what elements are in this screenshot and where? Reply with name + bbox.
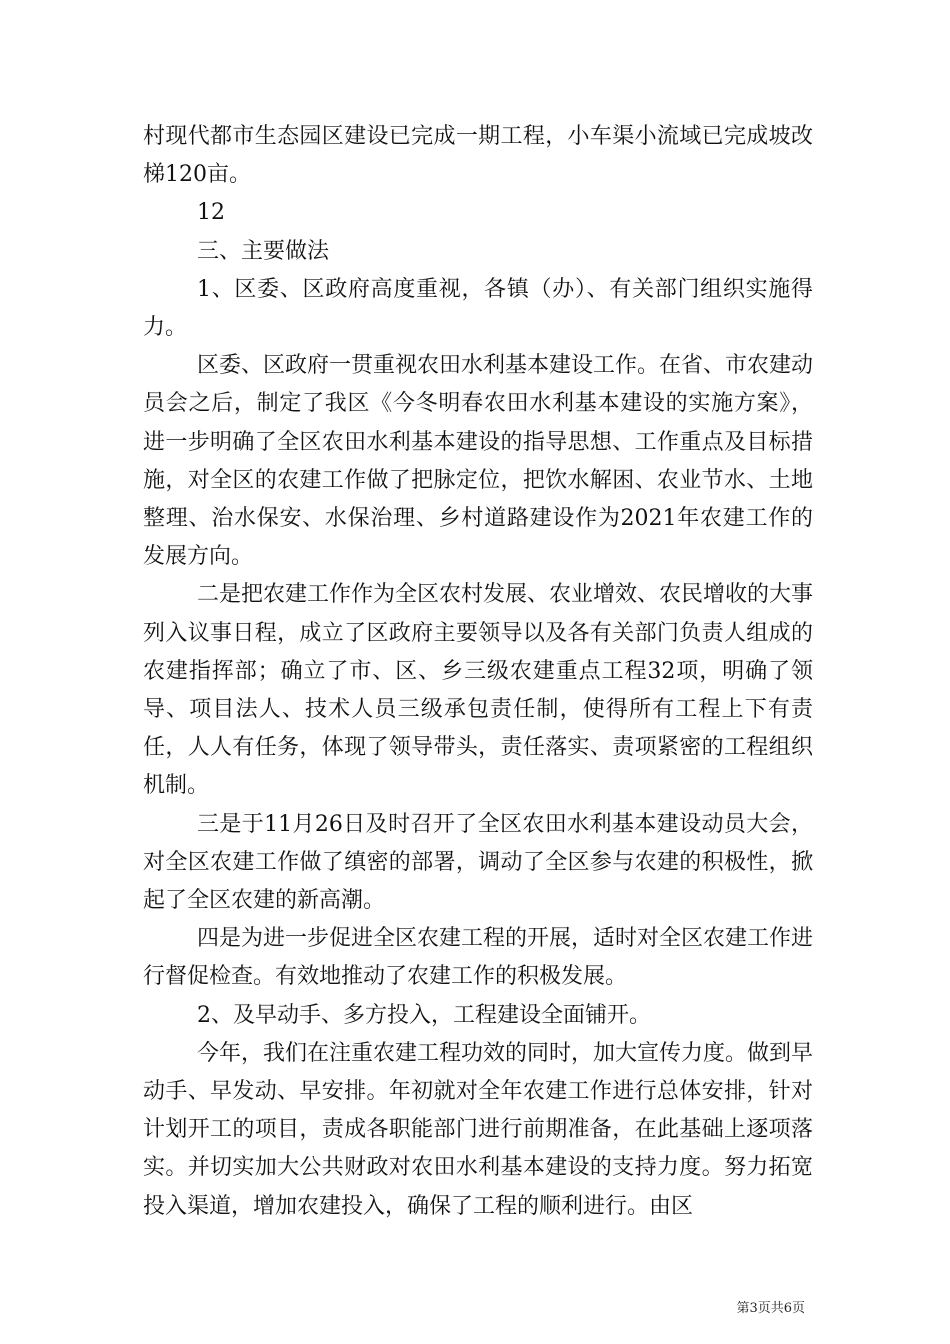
page-number-footer: 第3页共6页 (736, 1301, 805, 1316)
subsection-heading: 1、区委、区政府高度重视，各镇（办）、有关部门组织实施得力。 (143, 276, 813, 341)
paragraph: 12 (197, 200, 225, 226)
paragraph: 四是为进一步促进全区农建工程的开展，适时对全区农建工作进行督促检查。有效地推动了农建工作的积极发展。 (143, 926, 814, 990)
paragraph: 区委、区政府一贯重视农田水利基本建设工作。在省、市农建动员会之后，制定了我区《今冬明春农田水利基本建设的实施方案》，进一步明确了全区农田水利基本建设的指导思想、工作重点及目标措施，对全区的农建工作做了把脉定位，把饮水解困、农业节水、土地整理、治水保安、水保治理、乡村道路建设作为2021年农建工作的发展方向。 (143, 353, 814, 570)
paragraph: 今年，我们在注重农建工程功效的同时，加大宣传力度。做到早动手、早发动、早安排。年初就对全年农建工作进行总体安排，针对计划开工的项目，责成各职能部门进行前期准备，在此基础上逐项落实。并切实加大公共财政对农田水利基本建设的支持力度。努力拓宽投入渠道，增加农建投入，确保了工程的顺利进行。由区 (143, 1040, 814, 1219)
section-heading: 三、主要做法 (197, 238, 330, 264)
subsection-heading: 2、及早动手、多方投入，工程建设全面铺开。 (197, 1002, 651, 1028)
paragraph: 二是把农建工作作为全区农村发展、农业增效、农民增收的大事列入议事日程，成立了区政府主要领导以及各有关部门负责人组成的农建指挥部；确立了市、区、乡三级农建重点工程32项，明确了领导、项目法人、技术人员三级承包责任制，使得所有工程上下有责任，人人有任务，体现了领导带头，责任落实、责项紧密的工程组织机制。 (143, 582, 814, 799)
document-body (143, 118, 813, 1226)
paragraph: 三是于11月26日及时召开了全区农田水利基本建设动员大会，对全区农建工作做了缜密的部署，调动了全区参与农建的积极性，掀起了全区农建的新高潮。 (143, 811, 813, 914)
paragraph: 村现代都市生态园区建设已完成一期工程，小车渠小流域已完成坡改梯120亩。 (143, 124, 813, 188)
